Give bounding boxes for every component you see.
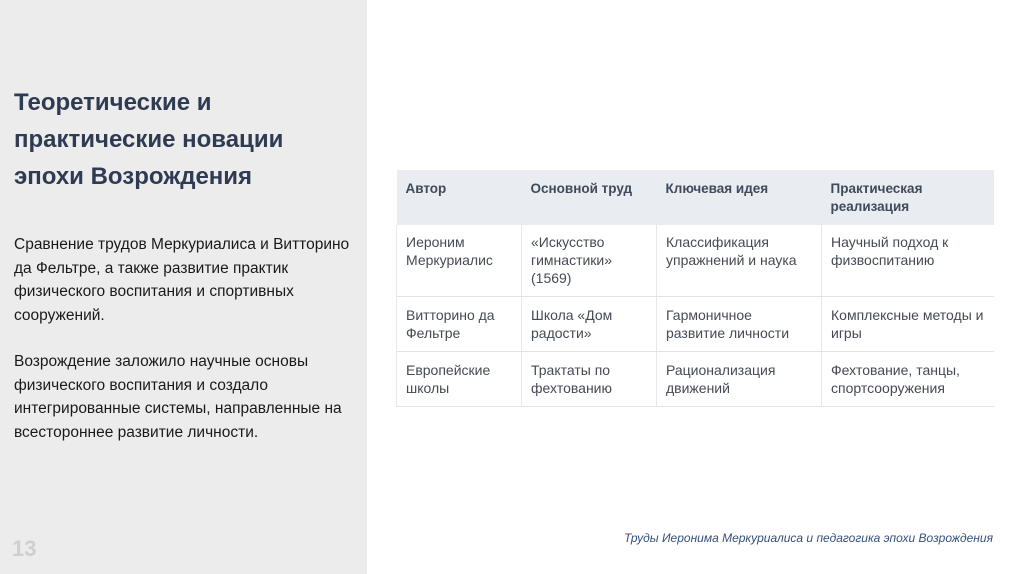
table-cell: Комплексные методы и игры — [822, 297, 994, 352]
header-key-idea: Ключевая идея — [657, 170, 822, 225]
table-cell: Рационализация движений — [657, 352, 822, 407]
page-number: 13 — [12, 536, 37, 561]
left-panel — [0, 0, 367, 574]
table-cell: Гармоничное развитие личности — [657, 297, 822, 352]
slide-title: Теоретические и практические новации эпохи Возрождения — [14, 89, 284, 190]
table-row — [397, 297, 994, 352]
table-row — [397, 225, 994, 297]
table-cell: Трактаты по фехтованию — [522, 352, 657, 407]
table-row — [397, 352, 994, 407]
body-paragraph: Возрождение заложило научные основы физического воспитания и создало интегрированные системы, направленные на всестороннее развитие личности. — [14, 353, 342, 441]
header-author: Автор — [397, 170, 522, 225]
table-cell: Европейские школы — [397, 352, 522, 407]
table-cell: Научный подход к физвоспитанию — [822, 225, 994, 297]
header-main-work: Основной труд — [522, 170, 657, 225]
slide-caption: Труды Иеронима Меркуриалиса и педагогика эпохи Возрождения — [623, 531, 993, 545]
slide-body — [14, 233, 359, 467]
table-header-row — [397, 170, 994, 225]
header-practical-implementation: Практическая реализация — [822, 170, 994, 225]
table-cell: Классификация упражнений и наука — [657, 225, 822, 297]
table-cell: «Искусство гимнастики» (1569) — [522, 225, 657, 297]
table-cell: Витторино да Фельтре — [397, 297, 522, 352]
comparison-table — [396, 170, 993, 407]
table-cell: Фехтование, танцы, спортсооружения — [822, 352, 994, 407]
body-paragraph: Сравнение трудов Меркуриалиса и Витторино да Фельтре, а также развитие практик физического воспитания и спортивных сооружений. — [14, 236, 350, 324]
table-cell: Иероним Меркуриалис — [397, 225, 522, 297]
table-cell: Школа «Дом радости» — [522, 297, 657, 352]
